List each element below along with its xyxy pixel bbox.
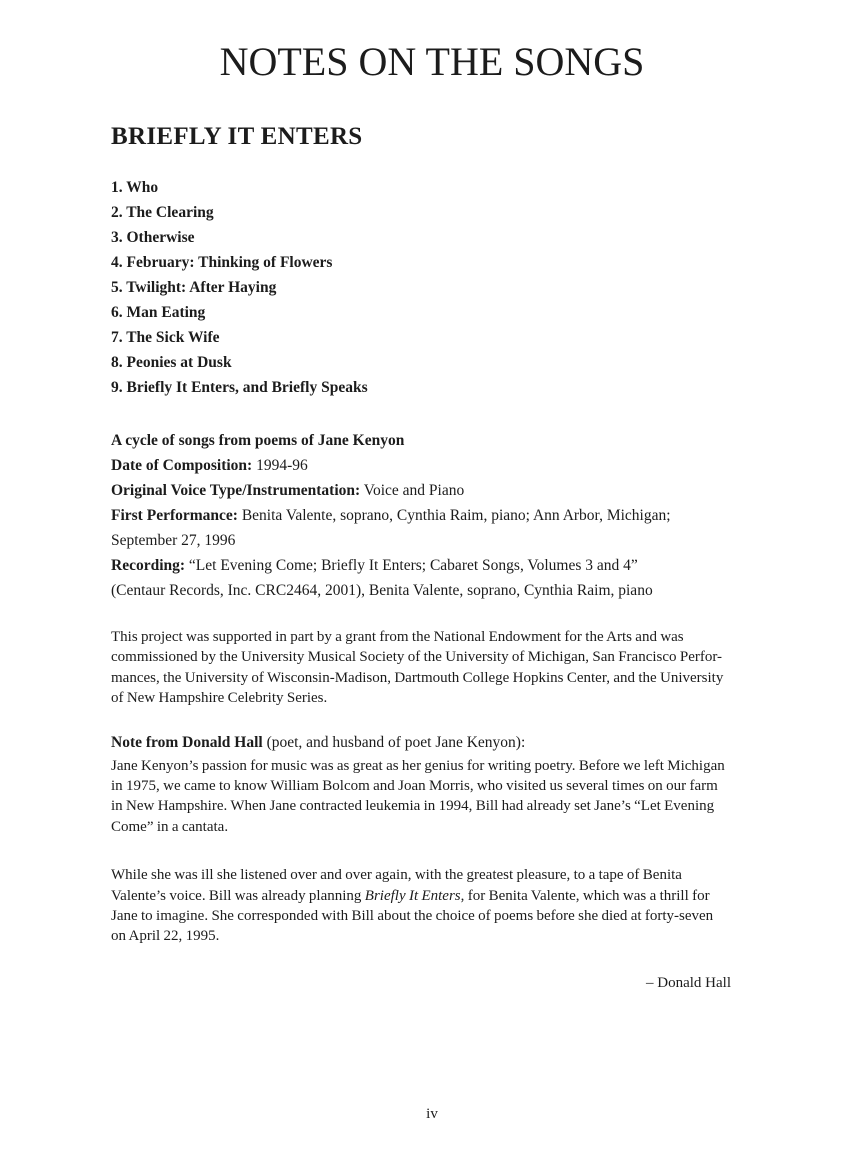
note-paragraph-1: [111, 756, 754, 838]
song-list-item: 8. Peonies at Dusk: [111, 354, 232, 371]
text-line: in New Hampshire. When Jane contracted leukemia in 1994, Bill had already set Jane’s “Let Evening: [111, 798, 715, 815]
song-list-item: 4. February: Thinking of Flowers: [111, 254, 333, 271]
work-title-italic: Briefly It Enters: [364, 887, 461, 904]
text-line: While she was ill she listened over and over again, with the greatest pleasure, to a tape of Benita: [111, 867, 682, 884]
first-performance-line: [111, 503, 754, 528]
song-list-item: 2. The Clearing: [111, 204, 214, 221]
first-performance-continuation: September 27, 1996: [111, 532, 236, 549]
song-list-item: 5. Twilight: After Haying: [111, 279, 277, 296]
song-list-item: 7. The Sick Wife: [111, 329, 220, 346]
text-line: on April 22, 1995.: [111, 928, 220, 945]
first-performance-value: Benita Valente, soprano, Cynthia Raim, piano; Ann Arbor, Michigan;: [241, 507, 671, 524]
text-segment: Valente’s voice. Bill was already planning: [111, 887, 365, 904]
text-line: Jane Kenyon’s passion for music was as great as her genius for writing poetry. Before we left Michigan: [111, 757, 725, 774]
page-content: [0, 124, 864, 993]
text-line: Come” in a cantata.: [111, 818, 229, 835]
song-list-item: 9. Briefly It Enters, and Briefly Speaks: [111, 379, 368, 396]
song-list-item: 6. Man Eating: [111, 304, 206, 321]
instrumentation-value: Voice and Piano: [363, 482, 465, 499]
section-heading: BRIEFLY IT ENTERS: [111, 123, 363, 150]
instrumentation-label: Original Voice Type/Instrumentation:: [111, 482, 361, 499]
song-list-item: 3. Otherwise: [111, 229, 195, 246]
text-line: Jane to imagine. She corresponded with Bill about the choice of poems before she died at forty-seven: [111, 908, 714, 925]
page-number: iv: [426, 1106, 438, 1122]
support-paragraph: [111, 627, 754, 709]
signature: – Donald Hall: [646, 974, 731, 991]
instrumentation-line: [111, 478, 754, 503]
recording-label: Recording:: [111, 557, 186, 574]
date-of-composition-line: [111, 453, 754, 478]
text-line: This project was supported in part by a grant from the National Endowment for the Arts and was: [111, 629, 684, 645]
note-heading-label: Note from Donald Hall: [111, 733, 263, 751]
page-title: NOTES ON THE SONGS: [219, 39, 645, 84]
recording-continuation: (Centaur Records, Inc. CRC2464, 2001), Benita Valente, soprano, Cynthia Raim, piano: [111, 582, 653, 599]
first-performance-label: First Performance:: [111, 507, 238, 524]
recording-value: “Let Evening Come; Briefly It Enters; Cabaret Songs, Volumes 3 and 4”: [188, 557, 638, 574]
text-line: in 1975, we came to know William Bolcom and Joan Morris, who visited us several times on our farm: [111, 778, 718, 795]
date-of-composition-label: Date of Composition:: [111, 457, 253, 474]
song-list: [111, 175, 754, 400]
date-of-composition-value: 1994-96: [256, 457, 308, 474]
recording-line: [111, 553, 754, 578]
text-line: [111, 886, 754, 906]
text-line: mances, the University of Wisconsin-Madison, Dartmouth College Hopkins Center, and the University: [111, 669, 724, 686]
note-section: [111, 732, 754, 838]
text-line: of New Hampshire Celebrity Series.: [111, 690, 328, 707]
note-heading-line: [111, 732, 754, 753]
song-list-item: 1. Who: [111, 179, 159, 196]
note-paragraph-2: [111, 865, 754, 947]
cycle-description: A cycle of songs from poems of Jane Kenyon: [111, 432, 405, 449]
text-line: commissioned by the University Musical Society of the University of Michigan, San Francisco Perfor-: [111, 649, 723, 666]
work-details: [111, 428, 754, 603]
text-segment: , for Benita Valente, which was a thrill for: [460, 887, 710, 904]
note-heading-rest: (poet, and husband of poet Jane Kenyon):: [262, 733, 526, 751]
